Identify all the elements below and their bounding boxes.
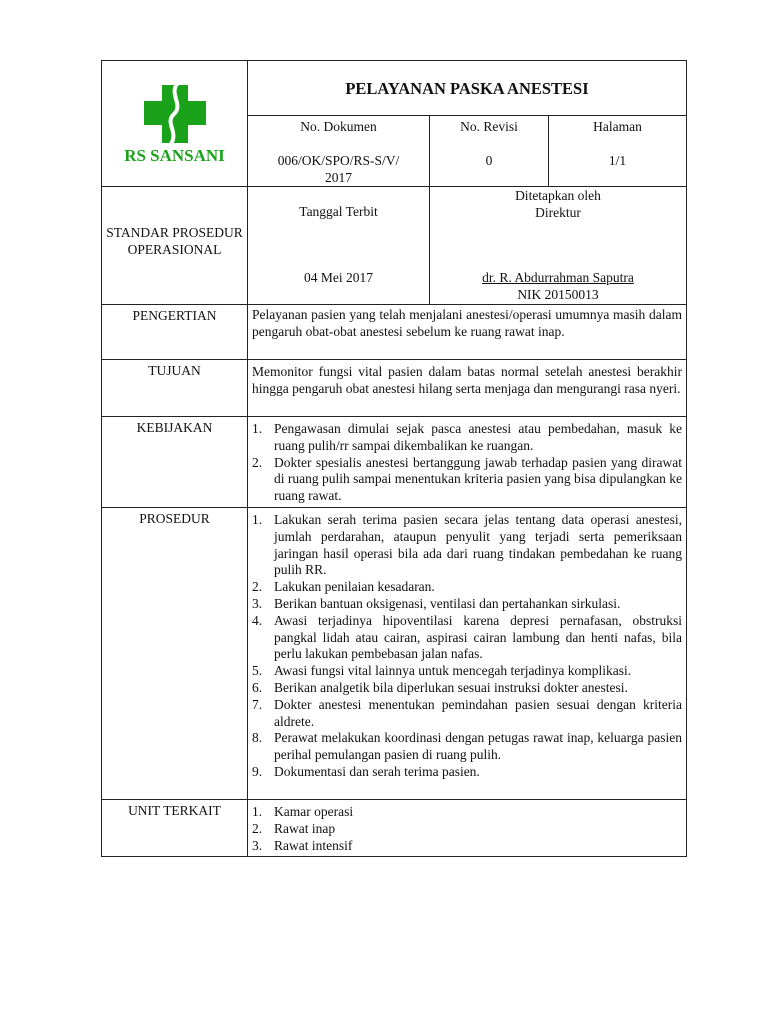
list-item: Berikan analgetik bila diperlukan sesuai instruksi dokter anestesi. bbox=[274, 679, 628, 695]
unit-terkait-list bbox=[252, 804, 682, 854]
halaman-cell bbox=[549, 116, 687, 187]
list-item: Kamar operasi bbox=[274, 804, 354, 819]
kebijakan-list bbox=[252, 421, 682, 505]
direktur-name: dr. R. Abdurrahman Saputra bbox=[482, 270, 634, 285]
list-item: Dokumentasi dan serah terima pasien. bbox=[274, 763, 480, 779]
ditetapkan-label: Ditetapkan oleh bbox=[515, 188, 601, 203]
no-revisi-cell bbox=[430, 116, 549, 187]
header-table-2 bbox=[101, 186, 687, 305]
hospital-logo-icon bbox=[140, 83, 210, 145]
list-item: Lakukan penilaian kesadaran. bbox=[274, 579, 435, 595]
no-dokumen-label: No. Dokumen bbox=[300, 119, 377, 134]
halaman-value: 1/1 bbox=[608, 153, 627, 168]
spo-document bbox=[101, 60, 686, 857]
no-revisi-label: No. Revisi bbox=[460, 119, 518, 134]
unit-terkait-content bbox=[248, 800, 687, 857]
tanggal-label: Tanggal Terbit bbox=[299, 204, 378, 219]
tanggal-cell bbox=[248, 187, 430, 305]
list-item: Berikan bantuan oksigenasi, ventilasi dan pertahankan sirkulasi. bbox=[274, 595, 621, 611]
tujuan-label: TUJUAN bbox=[102, 360, 248, 417]
prosedur-list bbox=[252, 512, 682, 781]
direktur-nik: NIK 20150013 bbox=[517, 287, 599, 302]
prosedur-content bbox=[248, 508, 687, 800]
list-item: Awasi fungsi vital lainnya untuk mencegah terjadinya komplikasi. bbox=[274, 663, 632, 679]
pengertian-text: Pelayanan pasien yang telah menjalani anestesi/operasi umumnya masih dalam pengaruh obat-obat anestesi sebelum ke ruang rawat inap. bbox=[248, 305, 687, 360]
kebijakan-label: KEBIJAKAN bbox=[102, 417, 248, 508]
document-title: PELAYANAN PASKA ANESTESI bbox=[248, 61, 687, 116]
body-table bbox=[101, 304, 687, 857]
no-dokumen-cell bbox=[248, 116, 430, 187]
header-table bbox=[101, 60, 687, 187]
unit-terkait-label: UNIT TERKAIT bbox=[102, 800, 248, 857]
kebijakan-content bbox=[248, 417, 687, 508]
prosedur-label: PROSEDUR bbox=[102, 508, 248, 800]
list-item: Perawat melakukan koordinasi dengan petugas rawat inap, keluarga pasien perihal pemulangan pasien di ruang pulih. bbox=[274, 730, 682, 763]
hospital-name: RS SANSANI bbox=[124, 146, 225, 165]
ditetapkan-cell bbox=[430, 187, 687, 305]
logo-cell bbox=[102, 61, 248, 187]
pengertian-label: PENGERTIAN bbox=[102, 305, 248, 360]
list-item: Rawat intensif bbox=[274, 837, 353, 853]
list-item: Lakukan serah terima pasien secara jelas tentang data operasi anestesi, jumlah perdarahan, ataupun penyulit yang terjadi serta pemeriksaan jaringan hasil operasi bila ada dari ruang tindakan pembedahan ke ruang pulih RR. bbox=[274, 512, 682, 578]
list-item: Dokter spesialis anestesi bertanggung jawab terhadap pasien yang dirawat di ruang pulih sampai menentukan kriteria pasien yang bisa dipulangkan ke ruang rawat. bbox=[274, 454, 682, 504]
list-item: Pengawasan dimulai sejak pasca anestesi atau pembedahan, masuk ke ruang pulih/rr sampai dikembalikan ke ruangan. bbox=[274, 421, 682, 453]
list-item: Dokter anestesi menentukan pemindahan pasien sesuai dengan kriteria aldrete. bbox=[274, 696, 682, 729]
spo-label: STANDAR PROSEDUR OPERASIONAL bbox=[102, 187, 248, 305]
direktur-label: Direktur bbox=[535, 205, 581, 220]
list-item: Awasi terjadinya hipoventilasi karena depresi pernafasan, obstruksi pangkal lidah atau cairan, aspirasi cairan lambung dan henti nafas, bila perlu lakukan pembebasan jalan nafas. bbox=[274, 612, 682, 662]
no-revisi-value: 0 bbox=[485, 153, 493, 168]
tujuan-text: Memonitor fungsi vital pasien dalam batas normal setelah anestesi berakhir hingga pengaruh obat anestesi hilang serta menjaga dan mengurangi rasa nyeri. bbox=[248, 360, 687, 417]
list-item: Rawat inap bbox=[274, 820, 336, 836]
tanggal-value: 04 Mei 2017 bbox=[304, 270, 373, 285]
halaman-label: Halaman bbox=[593, 119, 642, 134]
no-dokumen-value: 006/OK/SPO/RS-S/V/ 2017 bbox=[277, 153, 400, 185]
